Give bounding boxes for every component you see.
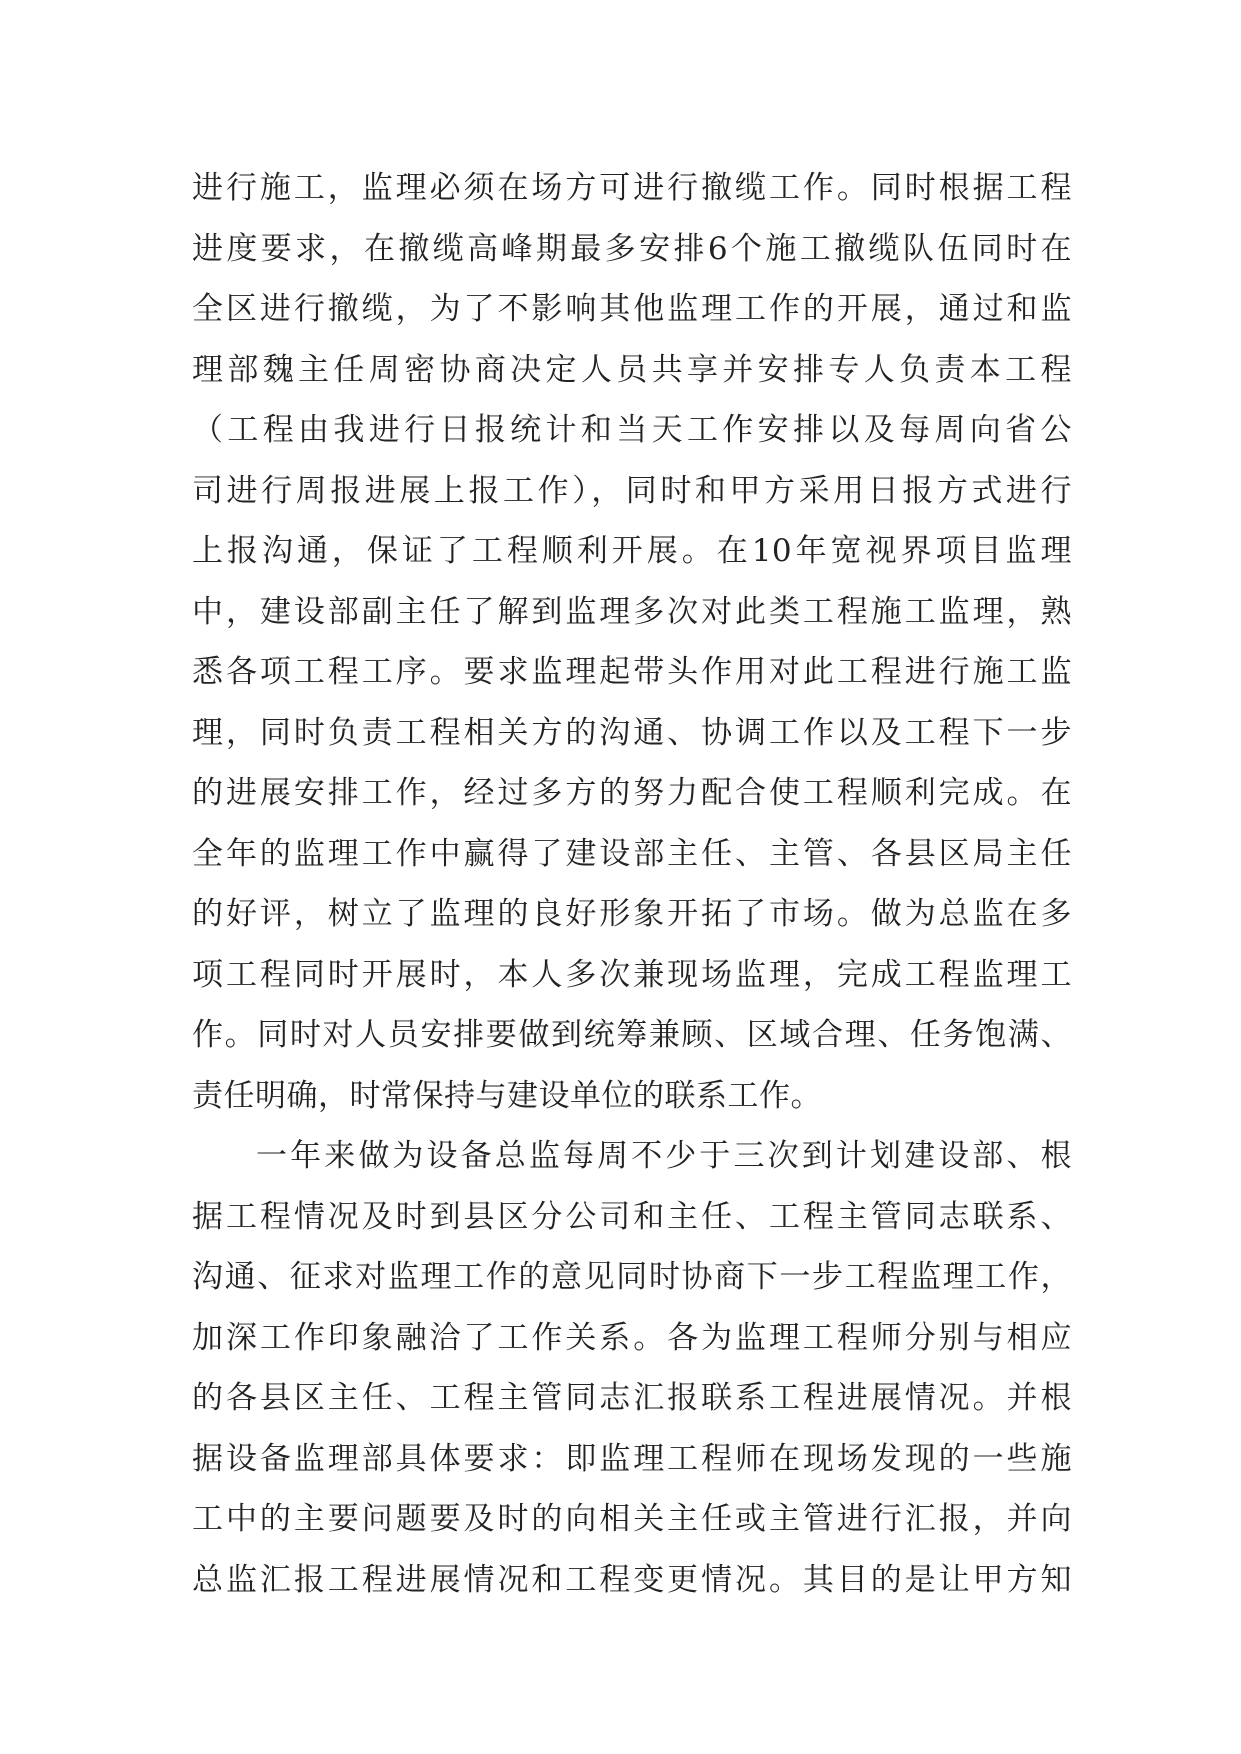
text-line-20: 加深工作印象融洽了工作关系。各为监理工程师分别与相应 xyxy=(192,1319,1072,1356)
text-line-11: 的进展安排工作，经过多方的努力配合使工程顺利完成。在 xyxy=(192,775,1072,811)
text-line-6: 司进行周报进展上报工作），同时和甲方采用日报方式进行 xyxy=(192,472,1072,509)
text-line-21: 的各县区主任、工程主管同志汇报联系工程进展情况。并根 xyxy=(192,1380,1072,1416)
text-line-19: 沟通、征求对监理工作的意见同时协商下一步工程监理工作， xyxy=(192,1259,1072,1295)
text-line-2: 进度要求，在撤缆高峰期最多安排6个施工撤缆队伍同时在 xyxy=(192,230,1072,267)
text-line-17: 一年来做为设备总监每周不少于三次到计划建设部、根 xyxy=(256,1138,1072,1174)
text-line-1: 进行施工，监理必须在场方可进行撤缆工作。同时根据工程 xyxy=(192,170,1072,206)
text-line-22: 据设备监理部具体要求：即监理工程师在现场发现的一些施 xyxy=(192,1440,1072,1477)
text-line-15: 作。同时对人员安排要做到统筹兼顾、区域合理、任务饱满、 xyxy=(192,1017,1072,1053)
text-line-3: 全区进行撤缆，为了不影响其他监理工作的开展，通过和监 xyxy=(192,291,1072,327)
text-line-4: 理部魏主任周密协商决定人员共享并安排专人负责本工程 xyxy=(192,351,1072,388)
text-line-12: 全年的监理工作中赢得了建设部主任、主管、各县区局主任 xyxy=(192,835,1072,872)
body-text xyxy=(192,158,1072,1610)
text-line-5: （工程由我进行日报统计和当天工作安排以及每周向省公 xyxy=(192,412,1072,448)
text-line-7: 上报沟通，保证了工程顺利开展。在10年宽视界项目监理 xyxy=(192,533,1072,569)
text-line-10: 理，同时负责工程相关方的沟通、协调工作以及工程下一步 xyxy=(192,714,1072,751)
text-line-23: 工中的主要问题要及时的向相关主任或主管进行汇报，并向 xyxy=(192,1501,1072,1537)
text-line-13: 的好评，树立了监理的良好形象开拓了市场。做为总监在多 xyxy=(192,896,1072,932)
text-line-14: 项工程同时开展时，本人多次兼现场监理，完成工程监理工 xyxy=(192,956,1072,993)
text-line-8: 中，建设部副主任了解到监理多次对此类工程施工监理，熟 xyxy=(192,593,1072,630)
text-line-9: 悉各项工程工序。要求监理起带头作用对此工程进行施工监 xyxy=(192,654,1072,690)
text-line-24: 总监汇报工程进展情况和工程变更情况。其目的是让甲方知 xyxy=(192,1561,1072,1598)
text-line-18: 据工程情况及时到县区分公司和主任、工程主管同志联系、 xyxy=(192,1198,1072,1235)
text-line-16: 责任明确，时常保持与建设单位的联系工作。 xyxy=(192,1077,822,1114)
